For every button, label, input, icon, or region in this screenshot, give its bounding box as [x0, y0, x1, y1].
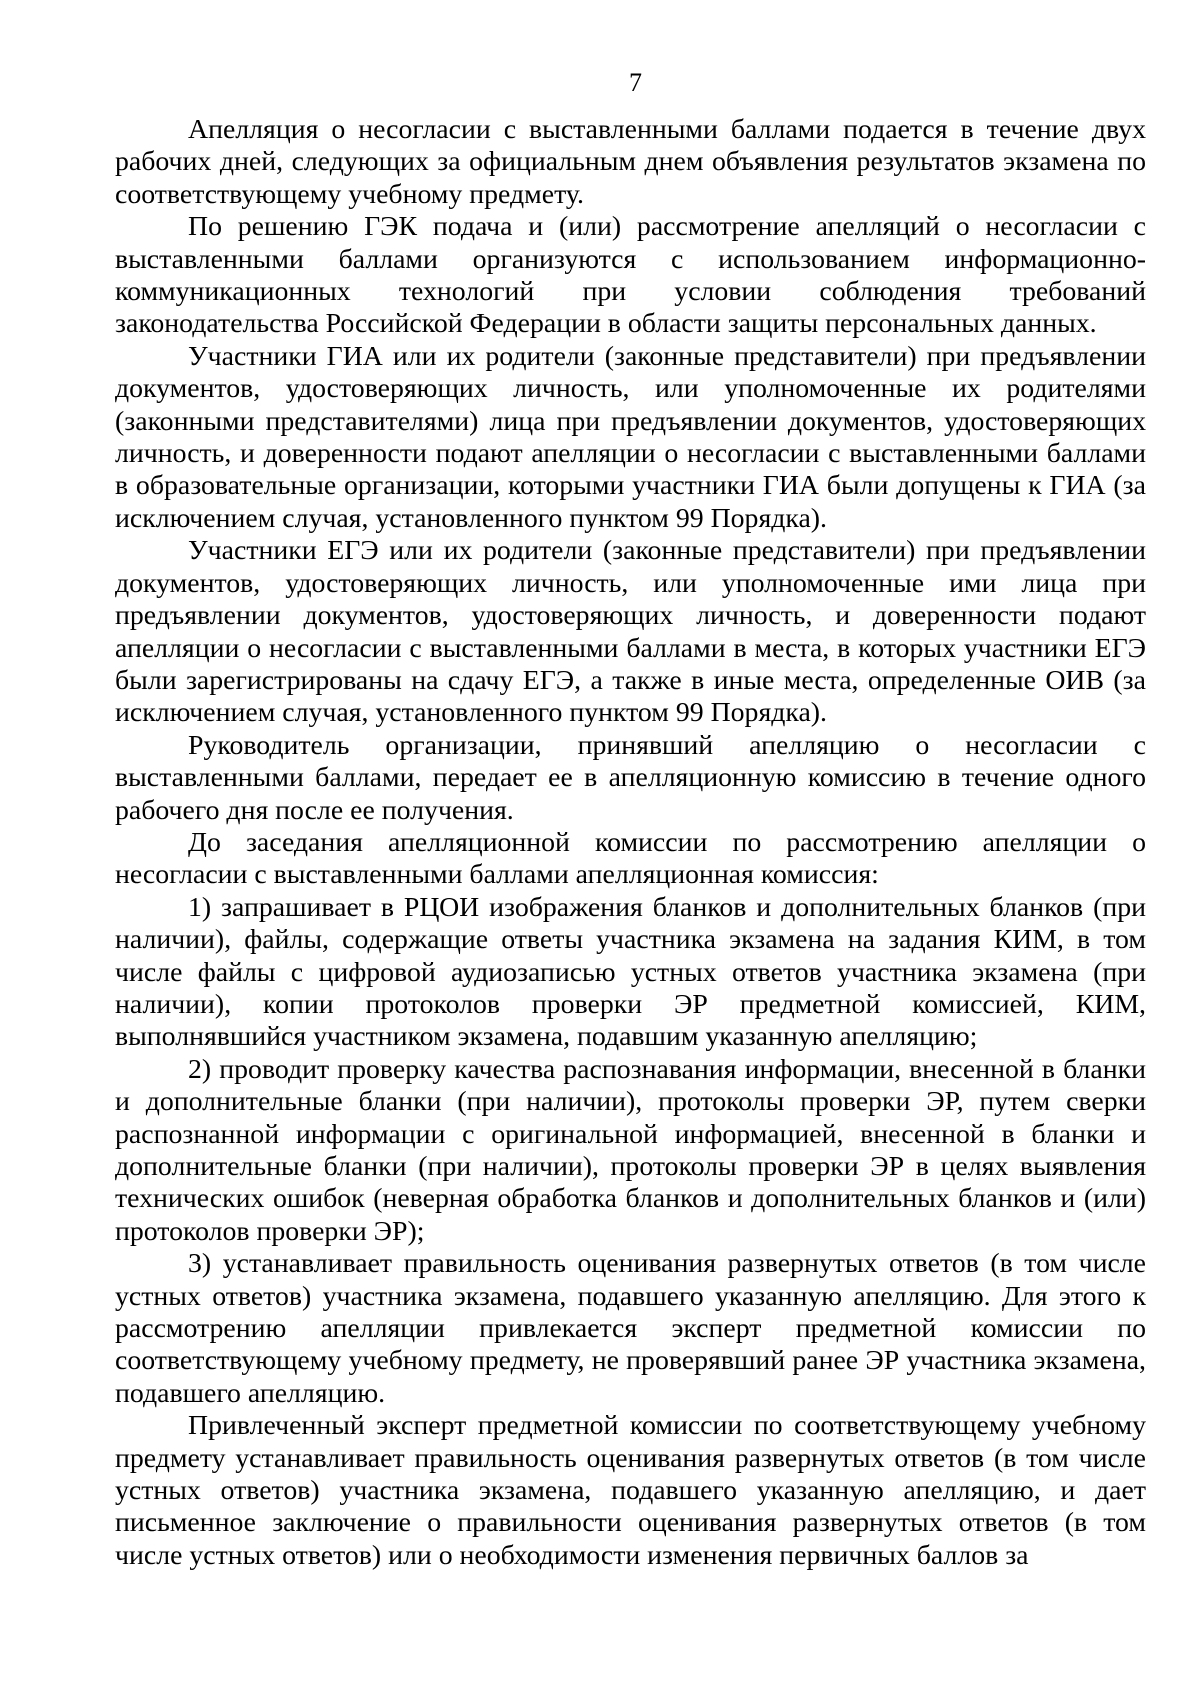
paragraph-expert: Привлеченный эксперт предметной комиссии по соответствующему учебному предмету устанавливает правильность оценивания развернутых ответов (в том числе устных ответов) участника экзамена, подавшего указанную апелляцию, и дает письменное заключение о правильности оценивания развернутых ответов (в том числе устных ответов) или о необходимости изменения первичных баллов за — [115, 1410, 1146, 1571]
document-body — [115, 114, 1146, 1572]
page-number: 7 — [629, 68, 642, 97]
paragraph-appeal-deadline: Апелляция о несогласии с выставленными баллами подается в течение двух рабочих дней, следующих за официальным днем объявления результатов экзамена по соответствующему учебному предмету. — [115, 114, 1146, 210]
paragraph-ege-participants: Участники ЕГЭ или их родители (законные представители) при предъявлении документов, удостоверяющих личность, или уполномоченные ими лица при предъявлении документов, удостоверяющих личность, и доверенности подают апелляции о несогласии с выставленными баллами в места, в которых участники ЕГЭ были зарегистрированы на сдачу ЕГЭ, а также в иные места, определенные ОИВ (за исключением случая, установленного пунктом 99 Порядка). — [115, 535, 1146, 729]
paragraph-item-3: 3) устанавливает правильность оценивания развернутых ответов (в том числе устных ответов) участника экзамена, подавшего указанную апелляцию. Для этого к рассмотрению апелляции привлекается эксперт предметной комиссии по соответствующему учебному предмету, не проверявший ранее ЭР участника экзамена, подавшего апелляцию. — [115, 1248, 1146, 1409]
paragraph-item-2: 2) проводит проверку качества распознавания информации, внесенной в бланки и дополнительные бланки (при наличии), протоколы проверки ЭР, путем сверки распознанной информации с оригинальной информацией, внесенной в бланки и дополнительные бланки (при наличии), протоколы проверки ЭР в целях выявления технических ошибок (неверная обработка бланков и дополнительных бланков и (или) протоколов проверки ЭР); — [115, 1053, 1146, 1247]
paragraph-organization-head: Руководитель организации, принявший апелляцию о несогласии с выставленными баллами, передает ее в апелляционную комиссию в течение одного рабочего дня после ее получения. — [115, 729, 1146, 826]
paragraph-before-meeting: До заседания апелляционной комиссии по рассмотрению апелляции о несогласии с выставленными баллами апелляционная комиссия: — [115, 826, 1146, 891]
paragraph-item-1: 1) запрашивает в РЦОИ изображения бланков и дополнительных бланков (при наличии), файлы, содержащие ответы участника экзамена на задания КИМ, в том числе файлы с цифровой аудиозаписью устных ответов участника экзамена (при наличии), копии протоколов проверки ЭР предметной комиссией, КИМ, выполнявшийся участником экзамена, подавшим указанную апелляцию; — [115, 891, 1146, 1053]
paragraph-gia-participants: Участники ГИА или их родители (законные представители) при предъявлении документов, удостоверяющих личность, или уполномоченные их родителями (законными представителями) лица при предъявлении документов, удостоверяющих личность, и доверенности подают апелляции о несогласии с выставленными баллами в образовательные организации, которыми участники ГИА были допущены к ГИА (за исключением случая, установленного пунктом 99 Порядка). — [115, 340, 1146, 534]
paragraph-gek-decision: По решению ГЭК подача и (или) рассмотрение апелляций о несогласии с выставленными баллами организуются с использованием информационно-коммуникационных технологий при условии соблюдения требований законодательства Российской Федерации в области защиты персональных данных. — [115, 211, 1146, 340]
